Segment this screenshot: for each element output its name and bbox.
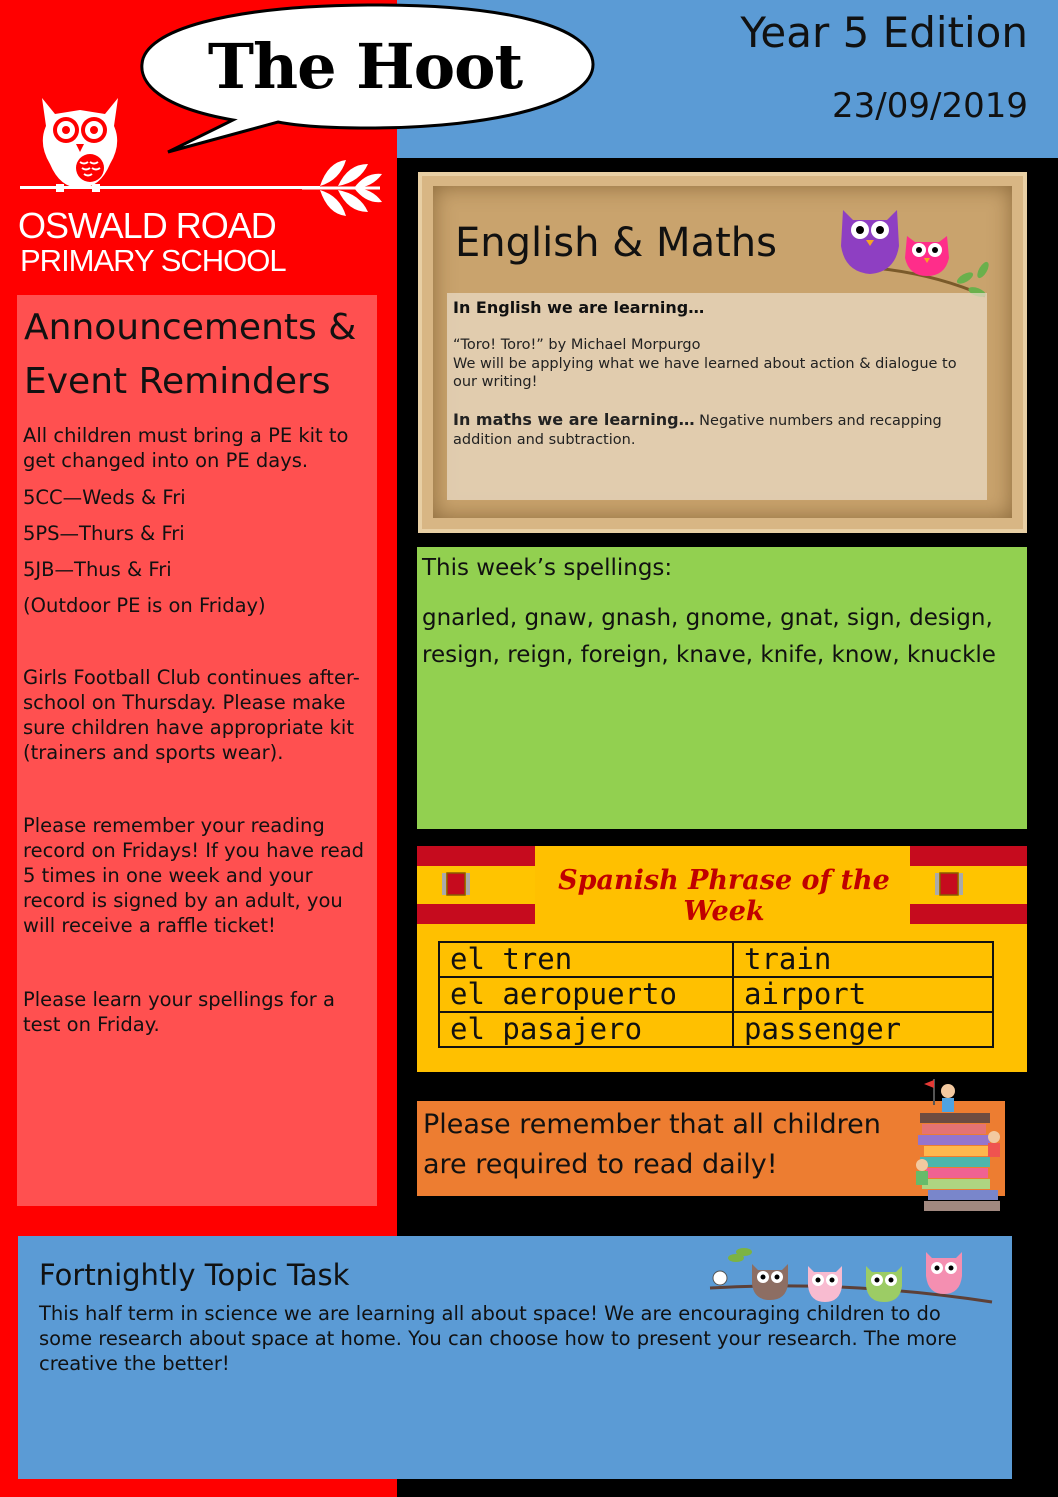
owls-row-icon xyxy=(700,1244,1000,1310)
pe-day-5ps: 5PS—Thurs & Fri xyxy=(23,522,185,545)
english-word: passenger xyxy=(733,1012,993,1047)
logo-branch-line xyxy=(20,186,320,189)
newsletter-title: The Hoot xyxy=(207,30,523,103)
english-detail-text: We will be applying what we have learned about action & dialogue to our writing! xyxy=(453,355,957,390)
issue-date: 23/09/2019 xyxy=(832,86,1028,126)
leaf-branch-icon xyxy=(300,158,385,226)
maths-detail-text: Negative numbers and recapping addition and subtraction. xyxy=(453,413,942,448)
announcements-heading-line2: Event Reminders xyxy=(24,361,331,402)
spellings-list: gnarled, gnaw, gnash, gnome, gnat, sign, design, resign, reign, foreign, knave, knife, know, knuckle xyxy=(422,605,996,668)
announcements-heading-line1: Announcements & xyxy=(24,307,357,348)
english-maths-heading: English & Maths xyxy=(455,220,777,266)
spanish-vocab-table xyxy=(438,941,994,1048)
spellings-panel xyxy=(417,547,1027,829)
maths-learning-heading: In maths we are learning… xyxy=(453,410,695,429)
outdoor-pe-note: (Outdoor PE is on Friday) xyxy=(23,594,266,617)
table-row xyxy=(439,1012,993,1047)
maths-detail xyxy=(453,410,983,450)
pe-day-5jb: 5JB—Thus & Fri xyxy=(23,558,172,581)
topic-task-heading: Fortnightly Topic Task xyxy=(39,1258,350,1292)
class-book-title: “Toro! Toro!” by Michael Morpurgo xyxy=(453,337,701,353)
pe-day-5cc: 5CC—Weds & Fri xyxy=(23,486,186,509)
table-row xyxy=(439,942,993,977)
spanish-word: el aeropuerto xyxy=(439,977,733,1012)
school-name-line1: OSWALD ROAD xyxy=(18,205,276,246)
announcements-panel xyxy=(17,295,377,1206)
books-stack-icon xyxy=(912,1077,1012,1217)
football-club-notice: Girls Football Club continues after-school on Thursday. Please make sure children have appropriate kit (trainers and sports wear). xyxy=(23,666,360,764)
english-heading xyxy=(453,298,983,317)
announcements-heading xyxy=(24,301,374,409)
owl-logo-icon xyxy=(30,92,130,212)
owls-on-branch-icon xyxy=(835,196,1000,306)
english-word: airport xyxy=(733,977,993,1012)
pinned-note xyxy=(447,293,987,500)
english-detail xyxy=(453,336,983,392)
spellings-heading: This week’s spellings: xyxy=(422,555,673,581)
english-learning-heading: In English we are learning… xyxy=(453,298,705,317)
spain-flag-icon xyxy=(910,846,1027,924)
spelling-test-notice: Please learn your spellings for a test on Friday. xyxy=(23,988,335,1036)
edition-label: Year 5 Edition xyxy=(740,8,1028,57)
spanish-word: el tren xyxy=(439,942,733,977)
topic-task-text: This half term in science we are learning all about space! We are encouraging children to do some research about space at home. You can choose how to present your research. The more creative the better! xyxy=(39,1302,957,1375)
english-word: train xyxy=(733,942,993,977)
spain-flag-icon xyxy=(417,846,535,924)
school-name-line2: PRIMARY SCHOOL xyxy=(20,243,286,278)
spanish-word: el pasajero xyxy=(439,1012,733,1047)
table-row xyxy=(439,977,993,1012)
reading-record-notice: Please remember your reading record on Fridays! If you have read 5 times in one week and your record is signed by an adult, you will receive a raffle ticket! xyxy=(23,814,365,937)
reading-reminder-text: Please remember that all children are required to read daily! xyxy=(423,1109,881,1180)
spanish-heading: Spanish Phrase of the Week xyxy=(558,865,890,927)
pe-kit-notice: All children must bring a PE kit to get changed into on PE days. xyxy=(23,424,349,472)
